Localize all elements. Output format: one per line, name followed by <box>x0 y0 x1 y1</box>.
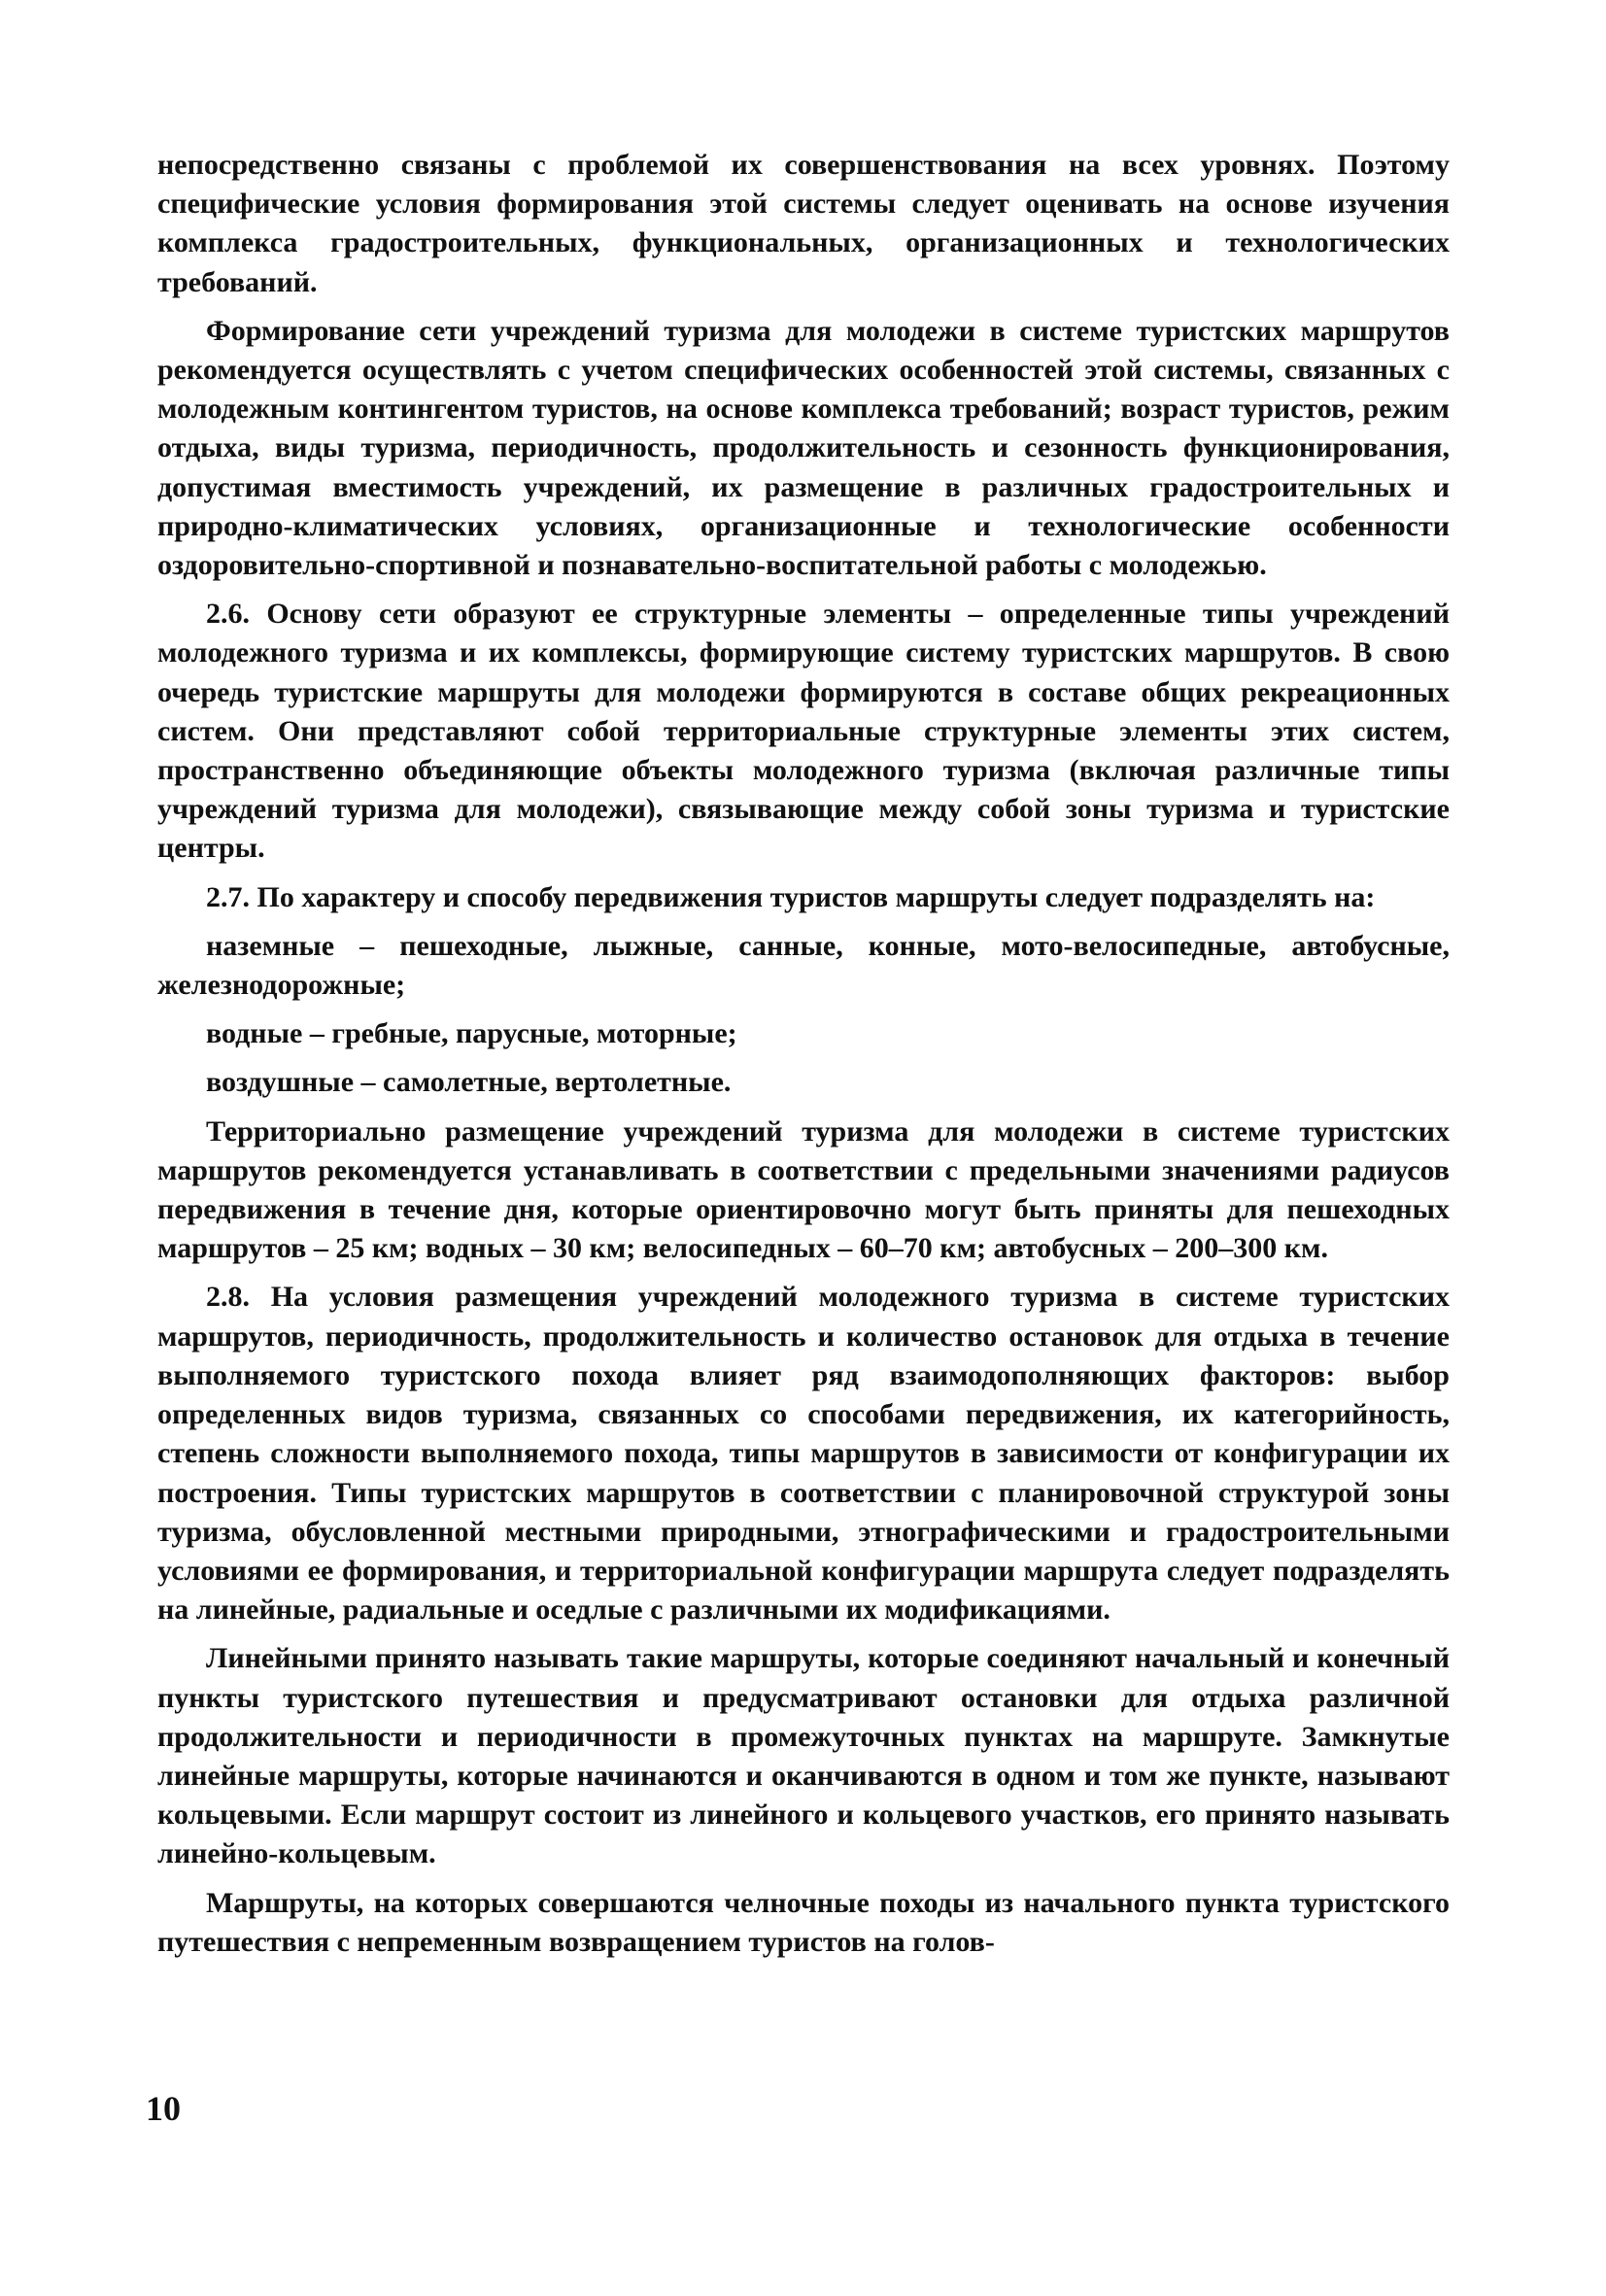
body-text <box>157 146 1450 1971</box>
paragraph-shuttle-routes: Маршруты, на которых совершаются челночные походы из начального пункта туристского путешествия с непременным возвращением туристов на голов- <box>157 1886 1450 1958</box>
page-number: 10 <box>146 2089 181 2128</box>
paragraph-territorial-placement: Территориально размещение учреждений туризма для молодежи в системе туристских маршрутов рекомендуется устанавливать в соответствии с предельными значениями радиусов передвижения в течение дня, которые ориентировочно могут быть приняты для пешеходных маршрутов – 25 км; водных – 30 км; велосипедных – 60–70 км; автобусных – 200–300 км. <box>157 1114 1450 1265</box>
list-item-water-routes: водные – гребные, парусные, моторные; <box>206 1017 737 1050</box>
paragraph-2-8: 2.8. На условия размещения учреждений молодежного туризма в системе туристских маршрутов, периодичность, продолжительность и количество остановок для отдыха в течение выполняемого туристского похода влияет ряд взаимодополняющих факторов: выбор определенных видов туризма, связанных со способами передвижения, их категорийность, степень сложности выполняемого похода, типы маршрутов в зависимости от конфигурации их построения. Типы туристских маршрутов в соответствии с планировочной структурой зоны туризма, обусловленной местными природными, этнографическими и градостроительными условиями ее формирования, и территориальной конфигурации маршрута следует подразделять на линейные, радиальные и оседлые с различными их модификациями. <box>157 1281 1450 1627</box>
paragraph-continuation: непосредственно связаны с проблемой их совершенствования на всех уровнях. Поэтому специфические условия формирования этой системы следует оценивать на основе изучения комплекса градостроительных, функциональных, организационных и технологических требований. <box>157 149 1450 298</box>
list-item-ground-routes: наземные – пешеходные, лыжные, санные, конные, мото-велосипедные, автобусные, железнодорожные; <box>157 929 1450 1002</box>
list-item-air-routes: воздушные – самолетные, вертолетные. <box>206 1066 732 1099</box>
paragraph-network-formation: Формирование сети учреждений туризма для молодежи в системе туристских маршрутов рекомендуется осуществлять с учетом специфических особенностей этой системы, связанных с молодежным контингентом туристов, на основе комплекса требований; возраст туристов, режим отдыха, виды туризма, периодичность, продолжительность и сезонность функционирования, допустимая вместимость учреждений, их размещение в различных градостроительных и природно-климатических условиях, организационные и технологические особенности оздоровительно-спортивной и познавательно-воспитательной работы с молодежью. <box>157 314 1450 582</box>
paragraph-linear-routes: Линейными принято называть такие маршруты, которые соединяют начальный и конечный пункты туристского путешествия и предусматривают остановки для отдыха различной продолжительности и периодичности в промежуточных пунктах на маршруте. Замкнутые линейные маршруты, которые начинаются и оканчиваются в одном и том же пункте, называют кольцевыми. Если маршрут состоит из линейного и кольцевого участков, его принято называть линейно-кольцевым. <box>157 1642 1450 1870</box>
paragraph-2-7: 2.7. По характеру и способу передвижения туристов маршруты следует подразделять на: <box>206 880 1376 913</box>
paragraph-2-6: 2.6. Основу сети образуют ее структурные элементы – определенные типы учреждений молодежного туризма и их комплексы, формирующие систему туристских маршрутов. В свою очередь туристские маршруты для молодежи формируются в составе общих рекреационных систем. Они представляют собой территориальные структурные элементы этих систем, пространственно объединяющие объекты молодежного туризма (включая различные типы учреждений туризма для молодежи), связывающие между собой зоны туризма и туристские центры. <box>157 598 1450 865</box>
